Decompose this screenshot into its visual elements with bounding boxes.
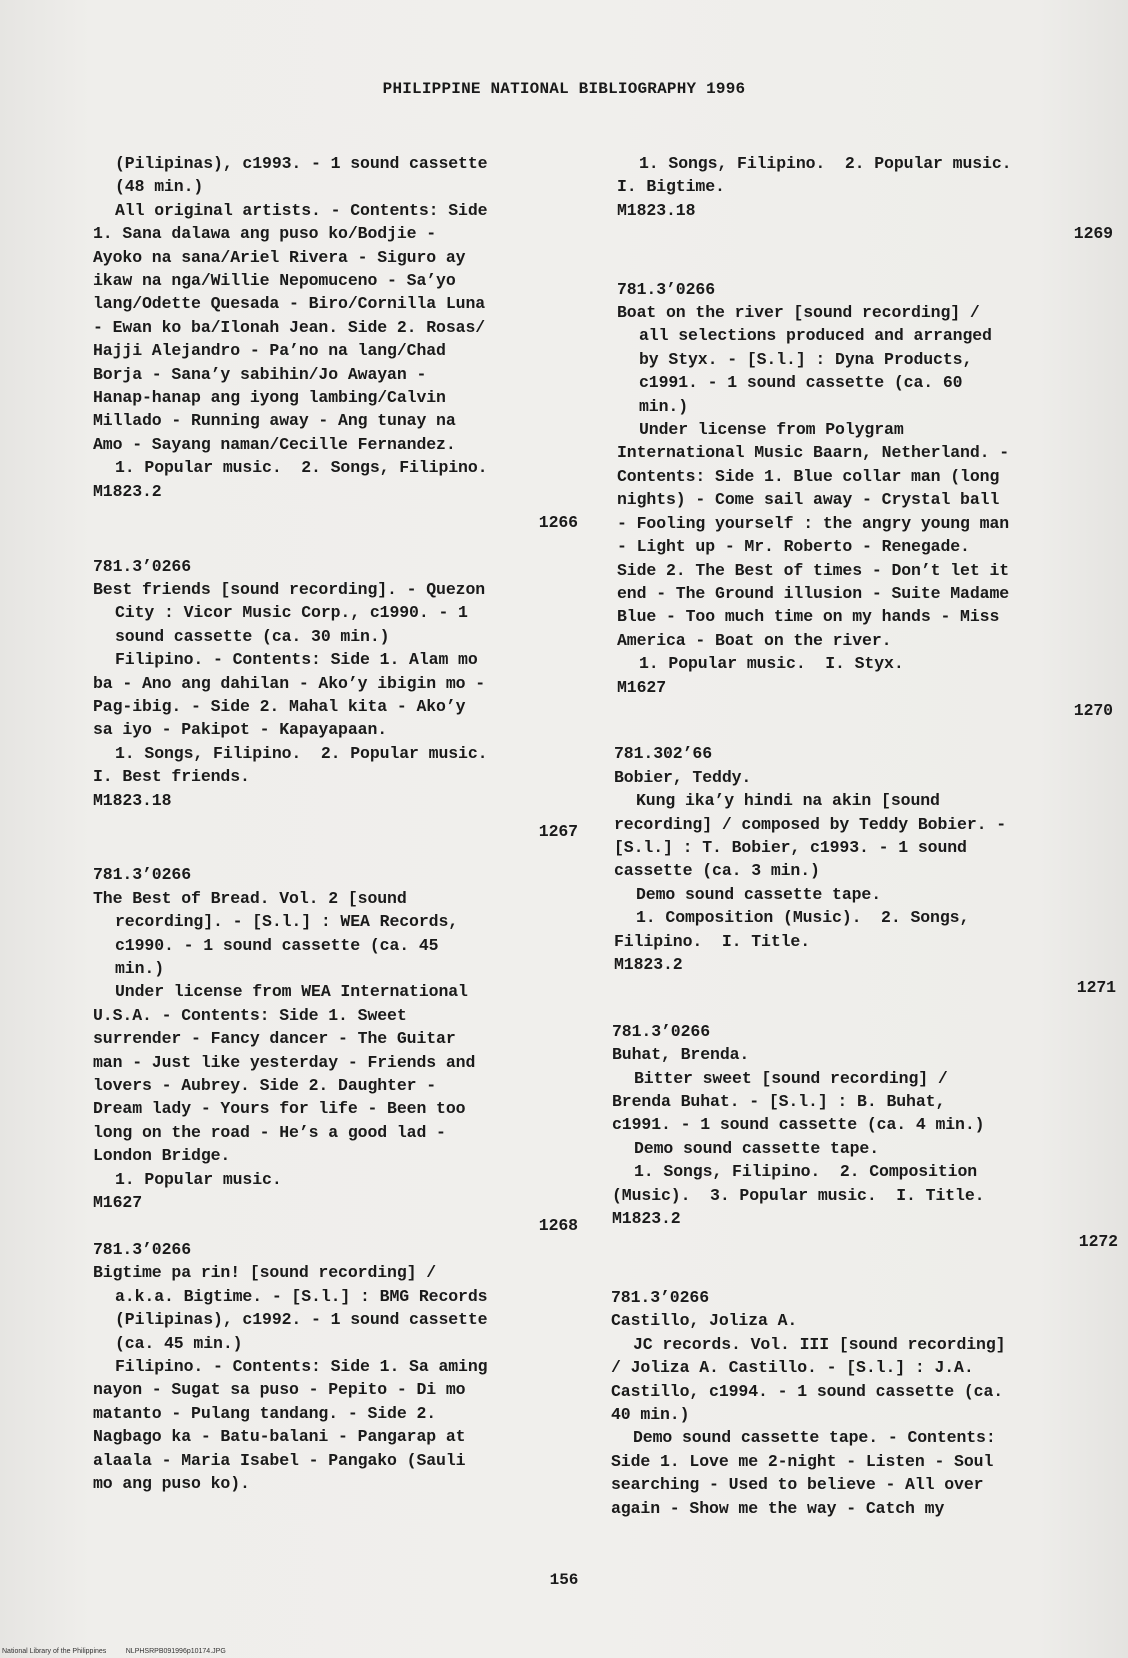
right-column <box>611 152 1118 1520</box>
call-number: M1823.2 <box>612 1209 681 1229</box>
call-number: M1627 <box>93 1193 143 1213</box>
entry-1270 <box>617 278 1113 723</box>
entry-line: (Pilipinas), c1993. - 1 sound cassette <box>115 154 488 173</box>
entry-line: Amo - Sayang naman/Cecille Fernandez. <box>93 434 456 454</box>
class-number: 781.3’0266 <box>93 1239 192 1259</box>
call-number: M1823.18 <box>617 200 696 220</box>
entry-line: 1. Sana dalawa ang puso ko/Bodjie - <box>93 224 437 244</box>
entry-line: end - The Ground illusion - Suite Madame <box>617 583 1010 603</box>
entry-line: Millado - Running away - Ang tunay na <box>93 411 456 431</box>
entry-line: I. Bigtime. <box>617 177 725 197</box>
entry-line: Filipino. - Contents: Side 1. Alam mo <box>115 650 478 670</box>
entry-line: Pag-ibig. - Side 2. Mahal kita - Ako’y <box>93 696 466 716</box>
entry-title-line: Best friends [sound recording]. - Quezon <box>93 579 486 599</box>
entry-line: U.S.A. - Contents: Side 1. Sweet <box>93 1005 407 1025</box>
entry-line: Ayoko na sana/Ariel Rivera - Siguro ay <box>93 247 466 267</box>
entry-line: recording] / composed by Teddy Bobier. - <box>614 814 1007 834</box>
entry-title-line: The Best of Bread. Vol. 2 [sound <box>93 888 407 908</box>
entry-author: Buhat, Brenda. <box>612 1045 750 1065</box>
entry-line: Nagbago ka - Batu-balani - Pangarap at <box>93 1427 466 1447</box>
entry-line: surrender - Fancy dancer - The Guitar <box>93 1029 456 1049</box>
entry-continued-1269 <box>617 152 1113 246</box>
entry-line: ikaw na nga/Willie Nepomuceno - Sa’yo <box>93 271 456 291</box>
entry-line: (Music). 3. Popular music. I. Title. <box>612 1185 985 1205</box>
entry-line: lang/Odette Quesada - Biro/Cornilla Luna <box>93 294 486 314</box>
entry-1269 <box>93 1238 578 1495</box>
call-number: M1823.2 <box>614 955 683 974</box>
entry-line: alaala - Maria Isabel - Pangako (Sauli <box>93 1450 466 1470</box>
entry-line: Demo sound cassette tape. - Contents: <box>633 1428 996 1448</box>
entry-line: Brenda Buhat. - [S.l.] : B. Buhat, <box>612 1092 946 1112</box>
entry-line: Castillo, c1994. - 1 sound cassette (ca. <box>611 1381 1004 1401</box>
entry-line: America - Boat on the river. <box>617 630 892 650</box>
entry-line: sound cassette (ca. 30 min.) <box>115 626 390 646</box>
entry-number: 1269 <box>1073 224 1113 244</box>
entry-author: Bobier, Teddy. <box>614 767 752 787</box>
entry-line: nayon - Sugat sa puso - Pepito - Di mo <box>93 1380 466 1400</box>
entry-line: Bitter sweet [sound recording] / <box>634 1068 948 1088</box>
entry-line: ba - Ano ang dahilan - Ako’y ibigin mo - <box>93 673 486 693</box>
entry-line: - Ewan ko ba/Ilonah Jean. Side 2. Rosas/ <box>93 317 486 337</box>
entry-line: long on the road - He’s a good lad - <box>93 1122 446 1142</box>
entry-line: Borja - Sana’y sabihin/Jo Awayan - <box>93 364 427 384</box>
entry-line: min.) <box>639 396 689 416</box>
class-number: 781.3’0266 <box>611 1287 710 1307</box>
entry-line: 1. Popular music. 2. Songs, Filipino. <box>115 458 488 478</box>
entry-line: - Light up - Mr. Roberto - Renegade. <box>617 537 970 557</box>
entry-number: 1272 <box>1078 1232 1118 1252</box>
entry-title-line: Bigtime pa rin! [sound recording] / <box>93 1263 437 1283</box>
entry-line: Contents: Side 1. Blue collar man (long <box>617 466 1000 486</box>
entry-line: / Joliza A. Castillo. - [S.l.] : J.A. <box>611 1358 974 1378</box>
entry-author: Castillo, Joliza A. <box>611 1311 798 1331</box>
entry-number: 1266 <box>538 513 578 533</box>
entry-line: nights) - Come sail away - Crystal ball <box>617 490 1000 510</box>
page-number: 156 <box>549 1571 579 1589</box>
footer-filename: NLPHSRPB091996p10174.JPG <box>125 1648 226 1655</box>
entry-line: c1990. - 1 sound cassette (ca. 45 <box>115 935 439 955</box>
entry-line: I. Best friends. <box>93 767 250 787</box>
entry-line: City : Vicor Music Corp., c1990. - 1 <box>115 603 468 623</box>
entry-line: Blue - Too much time on my hands - Miss <box>617 607 1000 627</box>
entry-line: Hanap-hanap ang iyong lambing/Calvin <box>93 388 446 408</box>
entry-line: min.) <box>115 959 165 978</box>
entry-line: lovers - Aubrey. Side 2. Daughter - <box>93 1076 437 1096</box>
entry-line: 1. Popular music. I. Styx. <box>639 654 904 674</box>
entry-line: a.k.a. Bigtime. - [S.l.] : BMG Records <box>115 1286 488 1306</box>
entry-line: by Styx. - [S.l.] : Dyna Products, <box>639 349 973 369</box>
entry-line: Demo sound cassette tape. <box>636 884 882 904</box>
class-number: 781.3’0266 <box>93 865 192 885</box>
entry-1267 <box>93 863 578 1238</box>
entry-line: man - Just like yesterday - Friends and <box>93 1052 476 1072</box>
entry-number: 1271 <box>1076 978 1116 998</box>
entry-line: recording]. - [S.l.] : WEA Records, <box>115 912 459 932</box>
entry-line: 1. Songs, Filipino. 2. Popular music. <box>639 154 1012 173</box>
entry-line: All original artists. - Contents: Side <box>115 200 488 220</box>
entry-line: matanto - Pulang tandang. - Side 2. <box>93 1403 437 1423</box>
entry-1273 <box>611 1286 1113 1520</box>
entry-line: all selections produced and arranged <box>639 326 992 346</box>
entry-number: 1270 <box>1073 700 1113 720</box>
entry-line: Dream lady - Yours for life - Been too <box>93 1099 466 1119</box>
entry-line: Under license from WEA International <box>115 982 468 1002</box>
entry-1271 <box>614 742 1116 999</box>
entry-line: Filipino. I. Title. <box>614 931 811 951</box>
entry-line: Kung ika’y hindi na akin [sound <box>636 791 940 811</box>
entry-line: International Music Baarn, Netherland. - <box>617 443 1010 463</box>
entry-line: JC records. Vol. III [sound recording] <box>633 1334 1006 1354</box>
entry-continued-1265 <box>93 152 578 535</box>
class-number: 781.3’0266 <box>93 556 192 576</box>
entry-line: 1. Songs, Filipino. 2. Popular music. <box>115 743 488 763</box>
entry-1272 <box>612 1020 1118 1254</box>
entry-line: searching - Used to believe - All over <box>611 1475 984 1495</box>
entry-title-line: Boat on the river [sound recording] / <box>617 303 980 323</box>
entry-line: c1991. - 1 sound cassette (ca. 60 <box>639 373 963 393</box>
entry-line: (Pilipinas), c1992. - 1 sound cassette <box>115 1310 488 1330</box>
entry-line: sa iyo - Pakipot - Kapayapaan. <box>93 720 388 740</box>
entry-line: Side 2. The Best of times - Don’t let it <box>617 560 1010 580</box>
entry-line: Demo sound cassette tape. <box>634 1138 880 1158</box>
entry-line: - Fooling yourself : the angry young man <box>617 513 1010 533</box>
entry-line: c1991. - 1 sound cassette (ca. 4 min.) <box>612 1115 985 1135</box>
entry-line: (ca. 45 min.) <box>115 1333 243 1353</box>
class-number: 781.302’66 <box>614 744 713 764</box>
entry-line: Hajji Alejandro - Pa’no na lang/Chad <box>93 341 446 361</box>
call-number: M1627 <box>617 677 667 697</box>
left-column <box>93 152 578 1495</box>
entry-number: 1268 <box>538 1216 578 1236</box>
entry-line: again - Show me the way - Catch my <box>611 1498 945 1518</box>
call-number: M1823.18 <box>93 790 172 810</box>
scan-footer <box>2 1648 226 1655</box>
entry-line: 1. Composition (Music). 2. Songs, <box>636 908 970 928</box>
class-number: 781.3’0266 <box>617 279 716 299</box>
entry-line: Under license from Polygram <box>639 420 904 440</box>
entry-line: (48 min.) <box>115 177 204 197</box>
entry-line: 1. Popular music. <box>115 1169 282 1189</box>
class-number: 781.3’0266 <box>612 1021 711 1041</box>
entry-line: Side 1. Love me 2-night - Listen - Soul <box>611 1451 994 1471</box>
entry-line: mo ang puso ko). <box>93 1473 250 1493</box>
entry-number: 1267 <box>538 821 578 841</box>
entry-1266 <box>93 555 578 844</box>
page-header: PHILIPPINE NATIONAL BIBLIOGRAPHY 1996 <box>382 80 746 98</box>
entry-line: London Bridge. <box>93 1146 231 1166</box>
entry-line: cassette (ca. 3 min.) <box>614 861 820 881</box>
footer-library: National Library of the Philippines <box>2 1648 107 1655</box>
entry-line: 40 min.) <box>611 1404 690 1424</box>
call-number: M1823.2 <box>93 481 162 501</box>
entry-line: Filipino. - Contents: Side 1. Sa aming <box>115 1356 488 1376</box>
entry-line: [S.l.] : T. Bobier, c1993. - 1 sound <box>614 837 967 857</box>
entry-line: 1. Songs, Filipino. 2. Composition <box>634 1162 978 1182</box>
